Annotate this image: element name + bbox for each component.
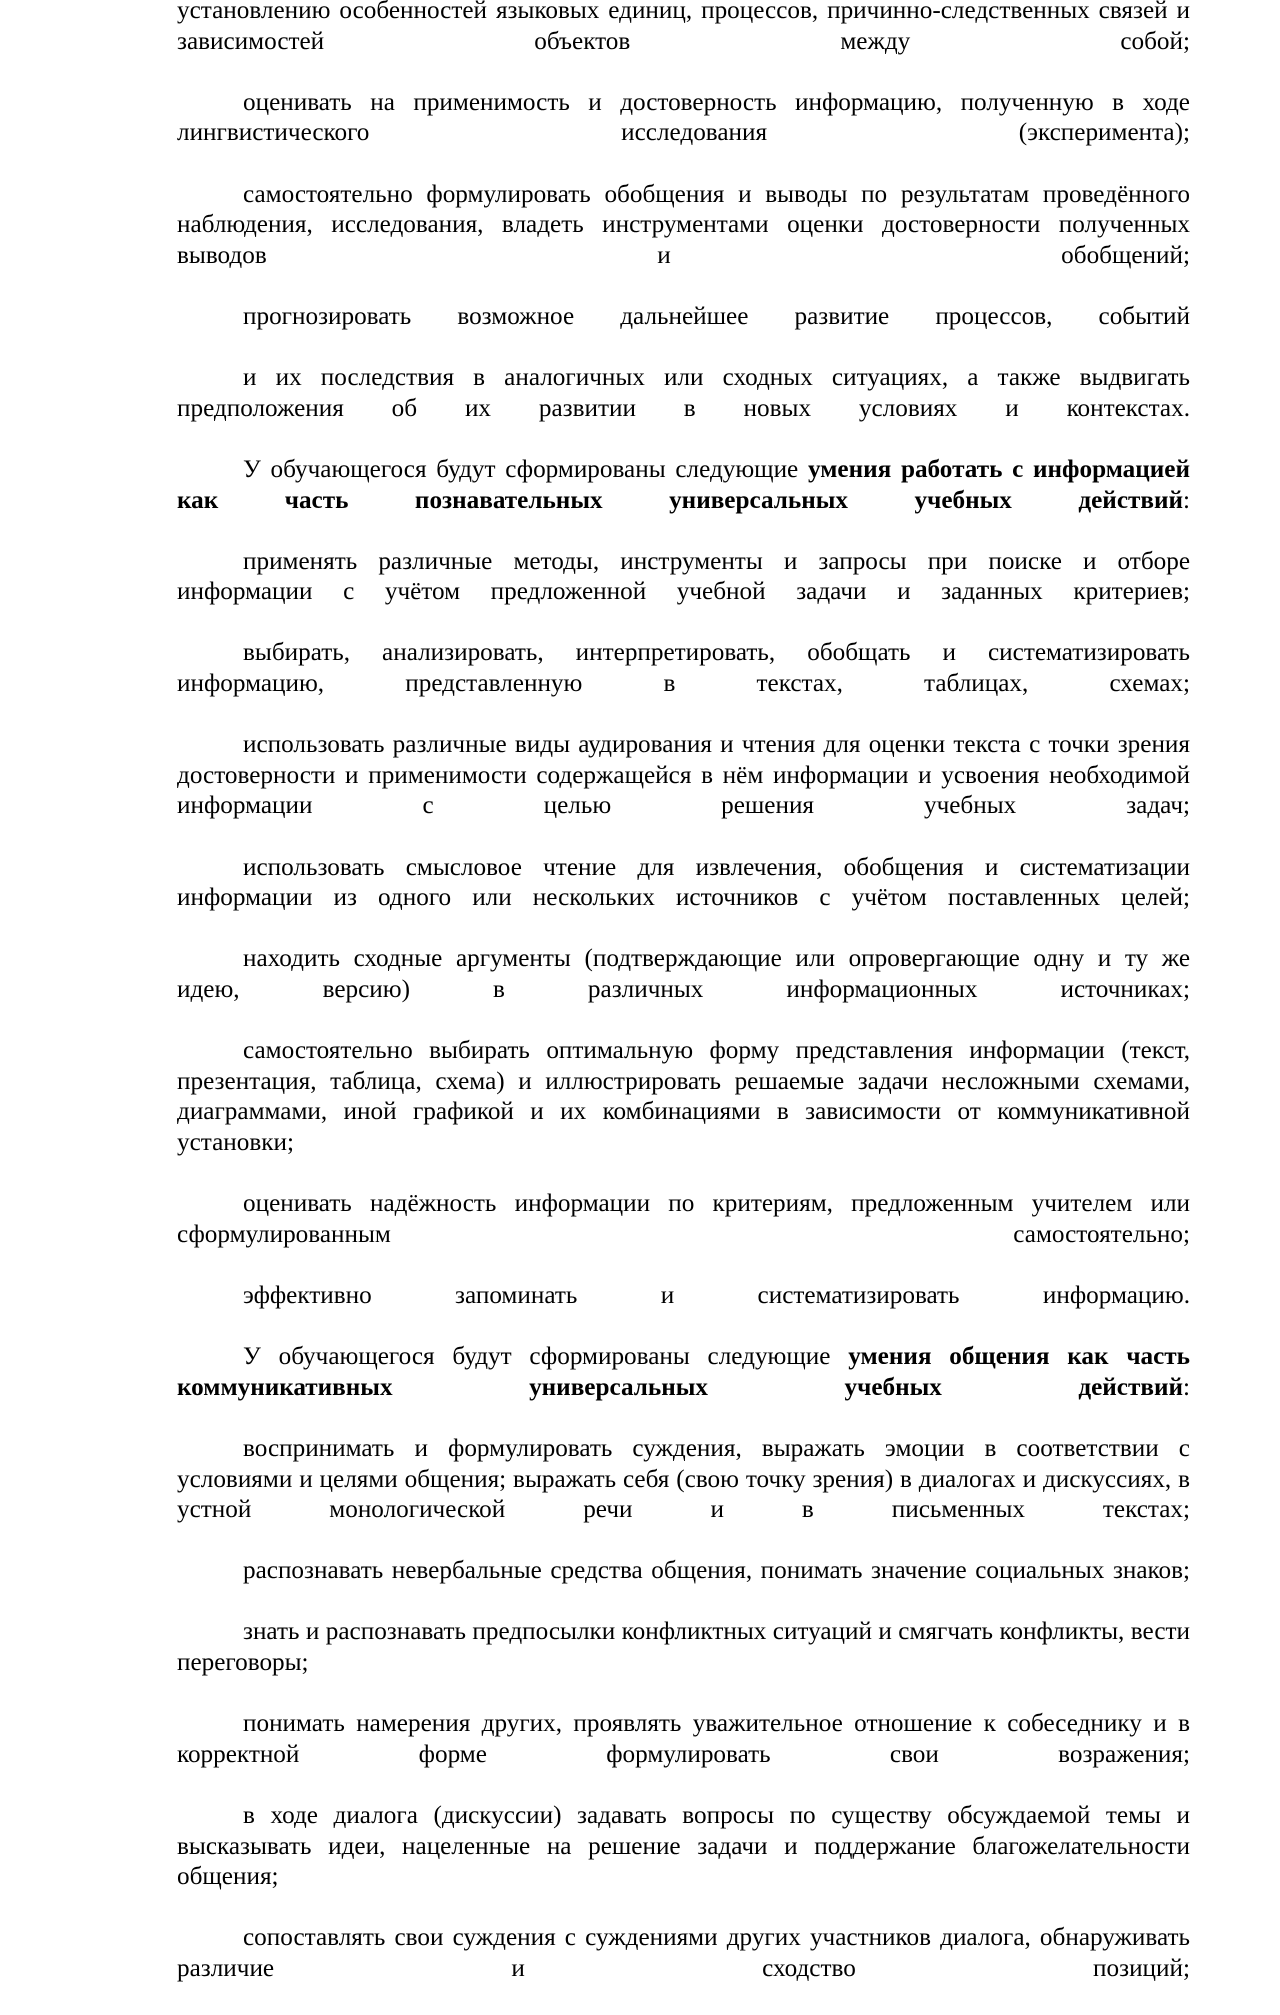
text-run: самостоятельно выбирать оптимальную форму представления информации (текст, презентация, таблица, схема) и иллюстрировать решаемые задачи несложными схемами, диаграммами, иной графикой и их комбинациями в зависимости от коммуникативной установки; [177,1037,1190,1156]
document-text-column [177,0,1190,2015]
paragraph [177,0,1190,88]
text-run: использовать различные виды аудирования и чтения для оценки текста с точки зрения достоверности и применимости содержащейся в нём информации и усвоения необходимой информации с целью решения учебных задач; [177,731,1190,820]
paragraph [177,1281,1190,1342]
text-run: в ходе диалога (дискуссии) задавать вопросы по существу обсуждаемой темы и высказывать идеи, нацеленные на решение задачи и поддержание благожелательности общения; [177,1802,1190,1891]
text-run: установлению особенностей языковых единиц, процессов, причинно-следственных связей и зависимостей объектов между собой; [177,0,1190,55]
paragraph [177,1036,1190,1189]
paragraph [177,302,1190,363]
paragraph [177,853,1190,945]
paragraph [177,1434,1190,1556]
paragraph [177,363,1190,455]
paragraph [177,88,1190,180]
text-run: применять различные методы, инструменты и запросы при поиске и отборе информации с учётом предложенной учебной задачи и заданных критериев; [177,547,1190,606]
text-run: знать и распознавать предпосылки конфликтных ситуаций и смягчать конфликты, вести переговоры; [177,1618,1190,1677]
paragraph [177,547,1190,639]
text-run: и их последствия в аналогичных или сходных ситуациях, а также выдвигать предположения об их развитии в новых условиях и контекстах. [177,364,1190,422]
paragraph [177,944,1190,1036]
paragraph [177,1709,1190,1801]
text-run: воспринимать и формулировать суждения, выражать эмоции в соответствии с условиями и целями общения; выражать себя (свою точку зрения) в диалогах и дискуссиях, в устной монологической речи и в письменных текстах; [177,1434,1190,1524]
text-run: эффективно запоминать и систематизировать информацию. [243,1281,1190,1309]
text-run: оценивать на применимость и достоверность информацию, полученную в ходе лингвистического исследования (эксперимента); [177,88,1190,147]
paragraph [177,455,1190,547]
text-run: У обучающегося будут сформированы следующие [243,1343,849,1371]
paragraph [177,1189,1190,1281]
paragraph [177,730,1190,852]
text-run: находить сходные аргументы (подтверждающие или опровергающие одну и ту же идею, версию) в различных информационных источниках; [177,945,1190,1003]
text-run: сопоставлять свои суждения с суждениями других участников диалога, обнаруживать различие и сходство позиций; [177,1924,1190,1982]
text-run: прогнозировать возможное дальнейшее развитие процессов, событий [243,302,1190,330]
paragraph [177,1342,1190,1434]
bold-run: умения работать с информацией как часть познавательных универсальных учебных действий [177,455,1190,514]
paragraph [177,1617,1190,1709]
text-run: выбирать, анализировать, интерпретировать, обобщать и систематизировать информацию, представленную в текстах, таблицах, схемах; [177,639,1190,698]
paragraph [177,638,1190,730]
text-run: понимать намерения других, проявлять уважительное отношение к собеседнику и в корректной форме формулировать свои возражения; [177,1710,1190,1768]
text-run: распознавать невербальные средства общения, понимать значение социальных знаков; [243,1557,1190,1585]
paragraph [177,1556,1190,1617]
text-run: : [1183,486,1190,514]
paragraph [177,180,1190,302]
text-run: У обучающегося будут сформированы следующие [243,455,808,483]
bold-run: умения общения как часть коммуникативных универсальных учебных действий [177,1343,1190,1401]
text-run: использовать смысловое чтение для извлечения, обобщения и систематизации информации из одного или нескольких источников с учётом поставленных целей; [177,853,1190,912]
text-run: оценивать надёжность информации по критериям, предложенным учителем или сформулированным самостоятельно; [177,1190,1190,1248]
paragraph [177,1801,1190,1923]
text-run: : [1183,1373,1190,1401]
text-run: самостоятельно формулировать обобщения и выводы по результатам проведённого наблюдения, исследования, владеть инструментами оценки достоверности полученных выводов и обобщений; [177,180,1190,269]
paragraph [177,1923,1190,2015]
